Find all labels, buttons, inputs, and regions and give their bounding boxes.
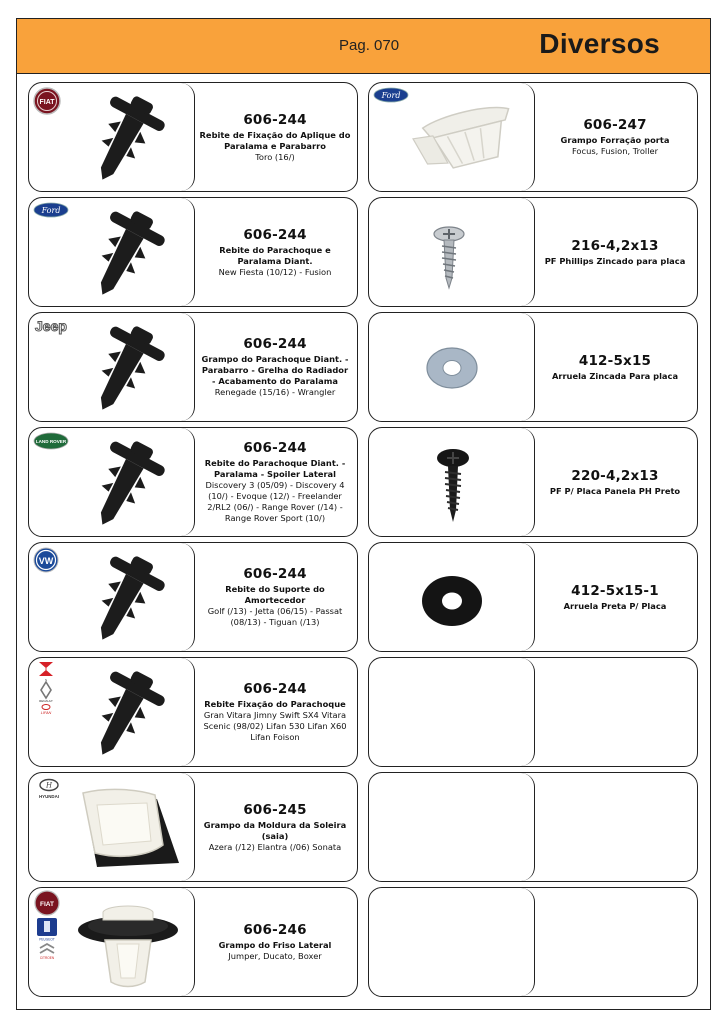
- product-code: 220-4,2x13: [571, 467, 659, 484]
- product-applications: Azera (/12) Elantra (/06) Sonata: [208, 841, 342, 852]
- product-card[interactable]: [28, 657, 358, 767]
- svg-text:FIAT: FIAT: [40, 901, 54, 908]
- svg-text:LIFAN: LIFAN: [40, 711, 52, 715]
- logo-text: Ford: [381, 91, 401, 100]
- rivet-clip-image: [69, 436, 179, 532]
- product-description: PF P/ Placa Panela PH Preto: [549, 485, 681, 496]
- logo-text: Jeep: [35, 318, 67, 334]
- renault-logo-icon: [39, 682, 53, 703]
- product-image-area: [29, 83, 195, 191]
- product-description: Grampo do Friso Lateral: [218, 940, 332, 950]
- product-description: Rebite do Parachoque Diant. - Paralama - Spoiler Lateral: [204, 458, 346, 479]
- product-image-area: [369, 313, 535, 421]
- product-card[interactable]: [28, 772, 358, 882]
- product-info: [195, 888, 355, 996]
- product-card[interactable]: [368, 542, 698, 652]
- product-image-area: [369, 543, 535, 651]
- product-description: Grampo da Moldura da Soleira (saia): [203, 819, 347, 841]
- product-image-area: [369, 83, 535, 191]
- svg-text:H: H: [45, 781, 53, 790]
- product-info: [535, 313, 695, 421]
- lifan-logo-icon: [41, 705, 52, 716]
- product-info: [195, 198, 355, 306]
- zinc-washer-image: [424, 345, 480, 391]
- product-card[interactable]: [28, 82, 358, 192]
- product-card[interactable]: [368, 82, 698, 192]
- product-card[interactable]: [368, 427, 698, 537]
- product-card[interactable]: [28, 887, 358, 997]
- product-image-area: [29, 428, 195, 536]
- product-description: Rebite do Suporte do Amortecedor: [225, 584, 325, 605]
- product-code: 606-244: [243, 681, 307, 697]
- product-code: 412-5x15-1: [571, 582, 659, 599]
- product-image-area: [369, 773, 535, 881]
- product-image-area: [29, 888, 195, 996]
- rivet-clip-image: [69, 551, 179, 647]
- peugeot-logo-icon: [37, 918, 57, 942]
- logo-text: Ford: [41, 206, 61, 215]
- black-washer-image: [419, 573, 485, 629]
- product-card[interactable]: [28, 312, 358, 422]
- rivet-clip-image: [69, 206, 179, 302]
- svg-text:S: S: [44, 678, 48, 682]
- product-info: [195, 428, 355, 536]
- product-image-area: [369, 658, 535, 766]
- product-card[interactable]: [28, 197, 358, 307]
- product-card[interactable]: [28, 427, 358, 537]
- section-title: Diversos: [539, 28, 660, 59]
- product-description: Grampo Forração porta: [560, 135, 670, 145]
- product-info: [195, 313, 355, 421]
- rivet-clip-image: [69, 91, 179, 187]
- product-info: [195, 83, 355, 191]
- rivet-clip-image: [69, 666, 179, 762]
- logo-text: HYUNDAI: [38, 794, 60, 799]
- product-image-area: [29, 543, 195, 651]
- product-image-area: [29, 658, 195, 766]
- product-info: [535, 543, 695, 651]
- product-card[interactable]: [368, 197, 698, 307]
- product-description: PF Phillips Zincado para placa: [544, 255, 686, 266]
- empty-product-card: [368, 657, 698, 767]
- logo-text: FIAT: [39, 99, 55, 106]
- hyundai-logo-icon: [33, 777, 65, 801]
- product-description: Rebite Fixação do Parachoque: [204, 699, 346, 709]
- product-description: Arruela Preta P/ Placa: [563, 600, 667, 611]
- product-code: 606-247: [583, 117, 647, 133]
- citroen-logo-icon: [40, 944, 55, 960]
- empty-product-card: [368, 772, 698, 882]
- svg-text:RENAULT: RENAULT: [39, 699, 53, 703]
- product-code: 606-244: [243, 336, 307, 352]
- suzuki-logo-icon: [39, 662, 53, 682]
- logo-text: VW: [38, 556, 54, 566]
- empty-product-card: [368, 887, 698, 997]
- product-code: 606-246: [243, 922, 307, 938]
- product-description: Rebite de Fixação do Aplique do Paralama e Parabarro: [199, 129, 351, 151]
- brand-logos: [33, 660, 59, 716]
- logo-text: LAND ROVER: [35, 439, 67, 444]
- product-image-area: [29, 773, 195, 881]
- product-card[interactable]: [28, 542, 358, 652]
- product-description: Rebite do Parachoque e Paralama Diant.: [219, 244, 331, 266]
- product-applications: Discovery 3 (05/09) - Discovery 4 (10/) - Evoque (12/) - Freelander 2/RL2 (06/) - Range Rover (/14) - Range Rover Sport (10/): [205, 480, 345, 523]
- product-info: [195, 773, 355, 881]
- svg-text:PEUGEOT: PEUGEOT: [39, 937, 55, 942]
- product-code: 216-4,2x13: [571, 237, 659, 254]
- product-image-area: [369, 198, 535, 306]
- trim-clip-image: [67, 785, 187, 875]
- product-description: Arruela Zincada Para placa: [551, 370, 679, 381]
- product-code: 606-245: [243, 801, 307, 818]
- svg-text:CITROEN: CITROEN: [39, 956, 55, 960]
- push-clip-image: [73, 902, 183, 992]
- product-info: [535, 888, 695, 996]
- product-card[interactable]: [368, 312, 698, 422]
- door-panel-clip-image: [397, 99, 527, 183]
- product-applications: Jumper, Ducato, Boxer: [228, 951, 322, 961]
- zinc-screw-image: [429, 226, 469, 290]
- product-applications: New Fiesta (10/12) - Fusion: [218, 266, 332, 277]
- black-screw-image: [433, 448, 473, 524]
- product-info: [535, 198, 695, 306]
- product-image-area: [369, 888, 535, 996]
- fiat-logo-icon: [33, 87, 61, 115]
- product-info: [535, 428, 695, 536]
- land-rover-logo-icon: [33, 432, 69, 450]
- product-info: [535, 83, 695, 191]
- product-applications: Toro (16/): [255, 151, 295, 162]
- product-info: [535, 658, 695, 766]
- product-applications: Golf (/13) - Jetta (06/15) - Passat (08/13) - Tiguan (/13): [207, 606, 343, 627]
- product-image-area: [29, 313, 195, 421]
- product-applications: Gran Vitara Jimny Swift SX4 Vitara Scenic (98/02) Lifan 530 Lifan X60 Lifan Foison: [203, 710, 347, 742]
- vw-logo-icon: [33, 547, 59, 573]
- product-description: Grampo do Parachoque Diant. - Parabarro - Grelha do Radiador - Acabamento do Paralama: [201, 354, 349, 386]
- page-header: [17, 19, 710, 74]
- product-info: [535, 773, 695, 881]
- product-code: 606-244: [243, 566, 307, 582]
- product-image-area: [369, 428, 535, 536]
- product-code: 606-244: [243, 226, 307, 243]
- product-info: [195, 543, 355, 651]
- product-applications: Renegade (15/16) - Wrangler: [214, 387, 336, 397]
- product-code: 606-244: [243, 440, 307, 456]
- product-code: 606-244: [243, 111, 307, 128]
- product-applications: Focus, Fusion, Troller: [571, 146, 659, 156]
- page-number: Pag. 070: [339, 37, 400, 54]
- product-info: [195, 658, 355, 766]
- fiat-logo-icon: [35, 891, 59, 915]
- product-code: 412-5x15: [578, 352, 652, 369]
- brand-logos: [33, 890, 61, 962]
- ford-logo-icon: [33, 202, 69, 218]
- product-image-area: [29, 198, 195, 306]
- rivet-clip-image: [69, 321, 179, 417]
